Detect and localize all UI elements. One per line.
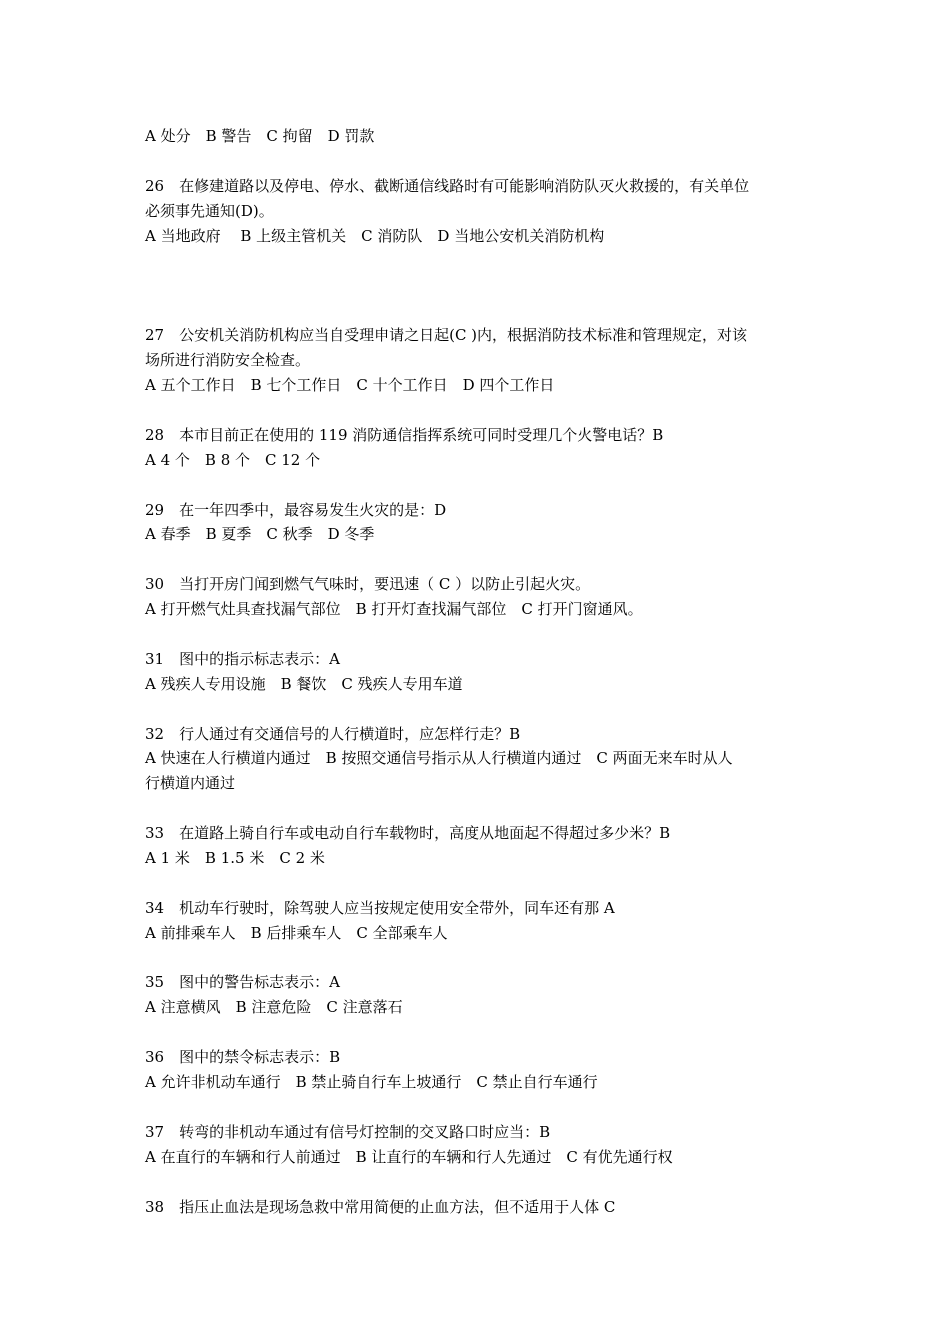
question-35: 35 图中的警告标志表示：A	[145, 973, 340, 991]
answer-options-28: A 4 个 B 8 个 C 12 个	[145, 451, 321, 469]
question-28: 28 本市目前正在使用的 119 消防通信指挥系统可同时受理几个火警电话？B	[145, 426, 664, 444]
question-30: 30 当打开房门闻到燃气气味时，要迅速（ C ）以防止引起火灾。	[145, 575, 591, 593]
answer-options-34: A 前排乘车人 B 后排乘车人 C 全部乘车人	[145, 924, 448, 942]
answer-options-26: A 当地政府 B 上级主管机关 C 消防队 D 当地公安机关消防机构	[145, 227, 605, 245]
question-32: 32 行人通过有交通信号的人行横道时，应怎样行走？B	[145, 725, 521, 743]
question-34: 34 机动车行驶时，除驾驶人应当按规定使用安全带外，同车还有那 A	[145, 899, 615, 917]
answer-options-25: A 处分 B 警告 C 拘留 D 罚款	[145, 127, 375, 145]
question-33: 33 在道路上骑自行车或电动自行车载物时，高度从地面起不得超过多少米？B	[145, 824, 671, 842]
question-36: 36 图中的禁令标志表示：B	[145, 1048, 341, 1066]
question-27-line-2: 场所进行消防安全检查。	[145, 351, 311, 369]
answer-options-27: A 五个工作日 B 七个工作日 C 十个工作日 D 四个工作日	[145, 376, 555, 394]
question-26-line-1: 26 在修建道路以及停电、停水、截断通信线路时有可能影响消防队灭火救援的，有关单位	[145, 177, 750, 195]
answer-options-30: A 打开燃气灶具查找漏气部位 B 打开灯查找漏气部位 C 打开门窗通风。	[145, 600, 643, 618]
answer-options-33: A 1 米 B 1.5 米 C 2 米	[145, 849, 325, 867]
question-37: 37 转弯的非机动车通过有信号灯控制的交叉路口时应当：B	[145, 1123, 551, 1141]
answer-options-36: A 允许非机动车通行 B 禁止骑自行车上坡通行 C 禁止自行车通行	[145, 1073, 598, 1091]
question-26-line-2: 必须事先通知(D)。	[145, 202, 274, 220]
answer-options-31: A 残疾人专用设施 B 餐饮 C 残疾人专用车道	[145, 675, 463, 693]
answer-options-32-line-2: 行横道内通过	[145, 774, 236, 792]
question-27-line-1: 27 公安机关消防机构应当自受理申请之日起(C )内，根据消防技术标准和管理规定，对该	[145, 326, 748, 344]
answer-options-35: A 注意横风 B 注意危险 C 注意落石	[145, 998, 403, 1016]
answer-options-37: A 在直行的车辆和行人前通过 B 让直行的车辆和行人先通过 C 有优先通行权	[145, 1148, 673, 1166]
question-38: 38 指压止血法是现场急救中常用简便的止血方法，但不适用于人体 C	[145, 1198, 616, 1216]
answer-options-29: A 春季 B 夏季 C 秋季 D 冬季	[145, 525, 375, 543]
answer-options-32-line-1: A 快速在人行横道内通过 B 按照交通信号指示从人行横道内通过 C 两面无来车时从人	[145, 749, 733, 767]
question-29: 29 在一年四季中，最容易发生火灾的是：D	[145, 501, 447, 519]
question-31: 31 图中的指示标志表示：A	[145, 650, 340, 668]
